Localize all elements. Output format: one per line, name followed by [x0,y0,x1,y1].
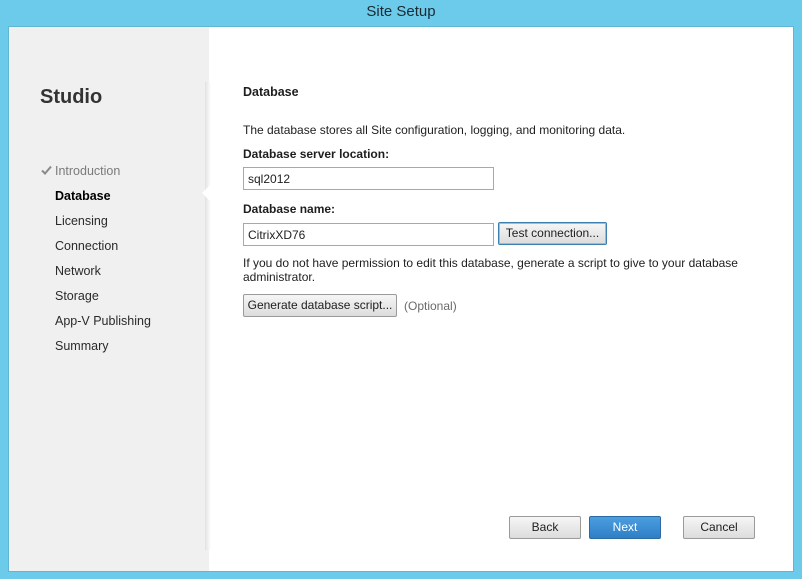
generate-script-button[interactable]: Generate database script... [243,294,397,317]
step-licensing[interactable] [41,211,151,236]
step-introduction[interactable] [41,161,151,186]
check-icon [41,165,52,175]
app-title: Studio [40,86,103,108]
active-step-pointer [202,184,211,202]
server-location-input[interactable] [243,167,494,190]
step-storage[interactable] [41,286,151,311]
step-label: App-V Publishing [55,314,151,328]
step-app-v-publishing[interactable] [41,311,151,336]
section-description: The database stores all Site configuration, logging, and monitoring data. [243,123,626,137]
step-database[interactable] [41,186,151,211]
step-summary[interactable] [41,336,151,361]
step-label: Connection [55,239,119,253]
section-title: Database [243,85,299,99]
sidebar-divider [205,82,211,550]
permission-help-text: If you do not have permission to edit this database, generate a script to give to your database administrator. [243,256,738,284]
cancel-button[interactable]: Cancel [683,516,755,539]
step-network[interactable] [41,261,151,286]
site-setup-window [8,26,794,572]
optional-note: (Optional) [404,299,457,313]
next-button[interactable]: Next [589,516,661,539]
step-label: Network [55,264,101,278]
database-name-label: Database name: [243,202,336,216]
test-connection-button[interactable]: Test connection... [498,222,607,245]
window-title: Site Setup [366,3,436,20]
database-name-input[interactable] [243,223,494,246]
step-label: Licensing [55,214,108,228]
step-label: Summary [55,339,109,353]
wizard-sidebar [9,27,209,572]
window-title-bar [0,0,802,26]
step-connection[interactable] [41,236,151,261]
wizard-steps-nav [41,161,151,361]
step-label: Storage [55,289,99,303]
step-label: Introduction [55,164,121,178]
back-button[interactable]: Back [509,516,581,539]
server-location-label: Database server location: [243,147,390,161]
step-label: Database [55,189,111,203]
